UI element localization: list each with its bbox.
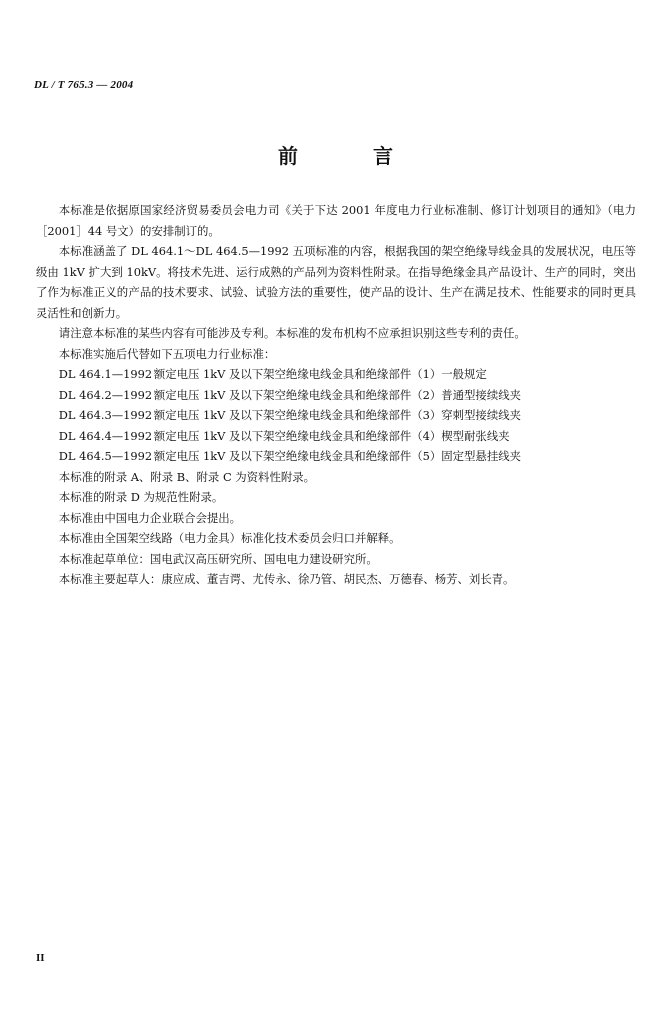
standard-title: 额定电压 1kV 及以下架空绝缘电线金具和绝缘部件（3）穿刺型接续线夹: [153, 408, 521, 422]
standard-code: DL 464.2—1992: [58, 387, 153, 402]
page-title: 前 言: [278, 144, 427, 168]
document-header: DL / T 765.3 — 2004: [34, 79, 134, 91]
standard-title: 额定电压 1kV 及以下架空绝缘电线金具和绝缘部件（5）固定型悬挂线夹: [153, 449, 521, 463]
standard-code: DL 464.5—1992: [58, 449, 153, 463]
standard-title: 额定电压 1kV 及以下架空绝缘电线金具和绝缘部件（1）一般规定: [153, 367, 487, 381]
foreword-paragraph: 请注意本标准的某些内容有可能涉及专利。本标准的发布机构不应承担识别这些专利的责任。: [58, 326, 526, 340]
foreword-paragraph: 本标准实施后代替如下五项电力行业标准：: [58, 346, 276, 361]
foreword-paragraph: 本标准的附录 A、附录 B、附录 C 为资料性附录。: [58, 469, 316, 484]
standard-code: DL 464.4—1992: [58, 428, 153, 443]
foreword-paragraph: 本标准的附录 D 为规范性附录。: [58, 490, 224, 504]
standard-code: DL 464.3—1992: [58, 408, 153, 422]
list-item: [36, 446, 636, 467]
replaced-standards-list: [36, 364, 636, 467]
standard-title: 额定电压 1kV 及以下架空绝缘电线金具和绝缘部件（2）普通型接续线夹: [153, 387, 521, 402]
foreword-paragraph: 本标准由全国架空线路（电力金具）标准化技术委员会归口并解释。: [58, 531, 401, 545]
foreword-paragraph: 本标准涵盖了 DL 464.1～DL 464.5—1992 五项标准的内容，根据我国的架空绝缘导线金具的发展状况，电压等级由 1kV 扩大到 10kV。将技术先进、运行成熟的产品列为资料性附录。在指导绝缘金具产品设计、生产的同时，突出了作为标准正义的产品的技术要求、试验、试验方法的重要性，使产品的设计、生产在满足技术、性能要求的同时更具灵活性和创新力。: [36, 244, 636, 320]
foreword-paragraph: 本标准是依据原国家经济贸易委员会电力司《关于下达 2001 年度电力行业标准制、修订计划项目的通知》（电力［2001］44 号文）的安排制订的。: [36, 203, 636, 238]
standard-code: DL 464.1—1992: [58, 367, 153, 381]
list-item: [36, 385, 636, 406]
document-body: [36, 200, 636, 590]
list-item: [36, 426, 636, 447]
page-number: II: [36, 952, 45, 964]
foreword-paragraph: 本标准由中国电力企业联合会提出。: [58, 510, 242, 525]
standard-title: 额定电压 1kV 及以下架空绝缘电线金具和绝缘部件（4）楔型耐张线夹: [153, 428, 510, 443]
foreword-paragraph: 本标准起草单位：国电武汉高压研究所、国电电力建设研究所。: [58, 551, 378, 566]
list-item: [36, 405, 636, 426]
foreword-paragraph: 本标准主要起草人：康应成、董吉谔、尤传永、徐乃管、胡民杰、万德春、杨芳、刘长青。: [58, 572, 515, 586]
list-item: [36, 364, 636, 385]
